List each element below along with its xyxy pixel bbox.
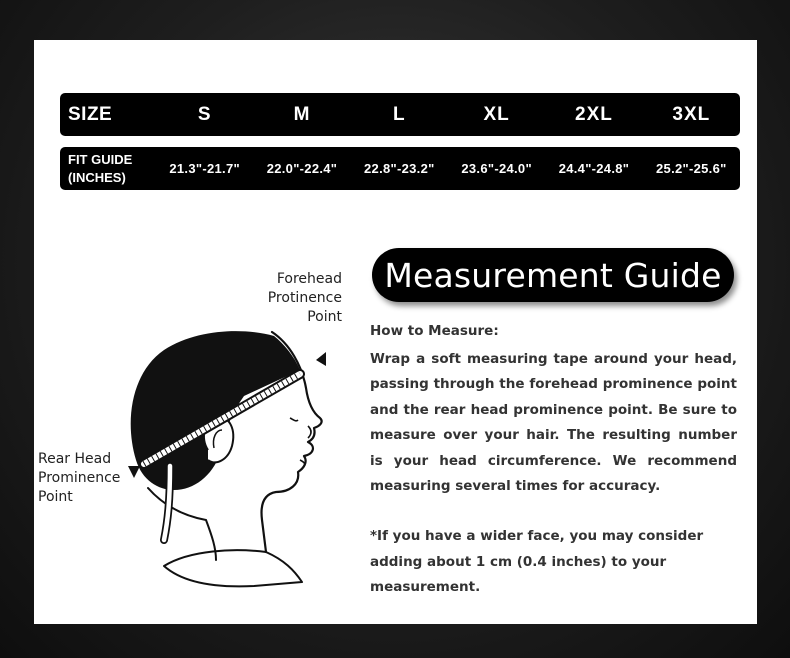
- size-xl: XL: [483, 103, 510, 125]
- fit-range-3xl: 25.2"-25.6": [656, 161, 727, 176]
- fit-range-2xl: 24.4"-24.8": [558, 161, 630, 176]
- rear-head-point-label: [38, 450, 148, 507]
- size-l: L: [393, 103, 406, 125]
- forehead-label-line3: Point: [307, 309, 342, 325]
- measurement-instructions: [370, 321, 737, 601]
- size-2xl: 2XL: [575, 103, 613, 125]
- neck-back-outline: [148, 488, 216, 560]
- instructions-body: Wrap a soft measuring tape around your head, passing through the forehead prominence point and the rear head prominence point. Be sure to measure over your hair. The resulting number is your head circumference. We recommend measuring several times for accuracy.: [370, 351, 737, 495]
- fit-guide-header-line2: (INCHES): [68, 170, 126, 185]
- fit-guide-header: [68, 151, 132, 187]
- size-m: M: [293, 103, 311, 125]
- fit-range-xl: 23.6"-24.0": [461, 161, 532, 176]
- collar-outline: [164, 550, 302, 586]
- instructions-heading: How to Measure:: [370, 323, 499, 339]
- size-3xl: 3XL: [672, 103, 711, 125]
- eye-detail: [290, 418, 298, 421]
- nose-detail: [308, 426, 311, 438]
- instructions-note: *If you have a wider face, you may consider adding about 1 cm (0.4 inches) to your measurement.: [370, 528, 704, 596]
- measurement-guide-title: Measurement Guide: [372, 248, 734, 302]
- rear-label-line2: Prominence: [38, 470, 121, 486]
- forehead-point-arrow: [316, 352, 326, 366]
- fit-range-s: 21.3"-21.7": [169, 161, 240, 176]
- forehead-point-label: [256, 270, 342, 327]
- fit-range-m: 22.0"-22.4": [266, 161, 338, 176]
- size-s: S: [197, 103, 212, 125]
- hair-shape: [131, 331, 300, 490]
- size-header-row: [60, 93, 740, 136]
- fit-guide-row: [60, 147, 740, 190]
- fit-guide-header-line1: FIT GUIDE: [68, 152, 133, 167]
- forehead-label-line2: Protinence: [267, 290, 342, 306]
- size-guide-panel: [34, 40, 757, 624]
- fit-range-l: 22.8"-23.2": [364, 161, 435, 176]
- forehead-label-line1: Forehead: [276, 271, 342, 287]
- size-header-label: SIZE: [68, 104, 113, 125]
- mouth-detail: [300, 460, 305, 466]
- rear-label-line1: Rear Head: [38, 451, 112, 467]
- rear-label-line3: Point: [38, 489, 73, 505]
